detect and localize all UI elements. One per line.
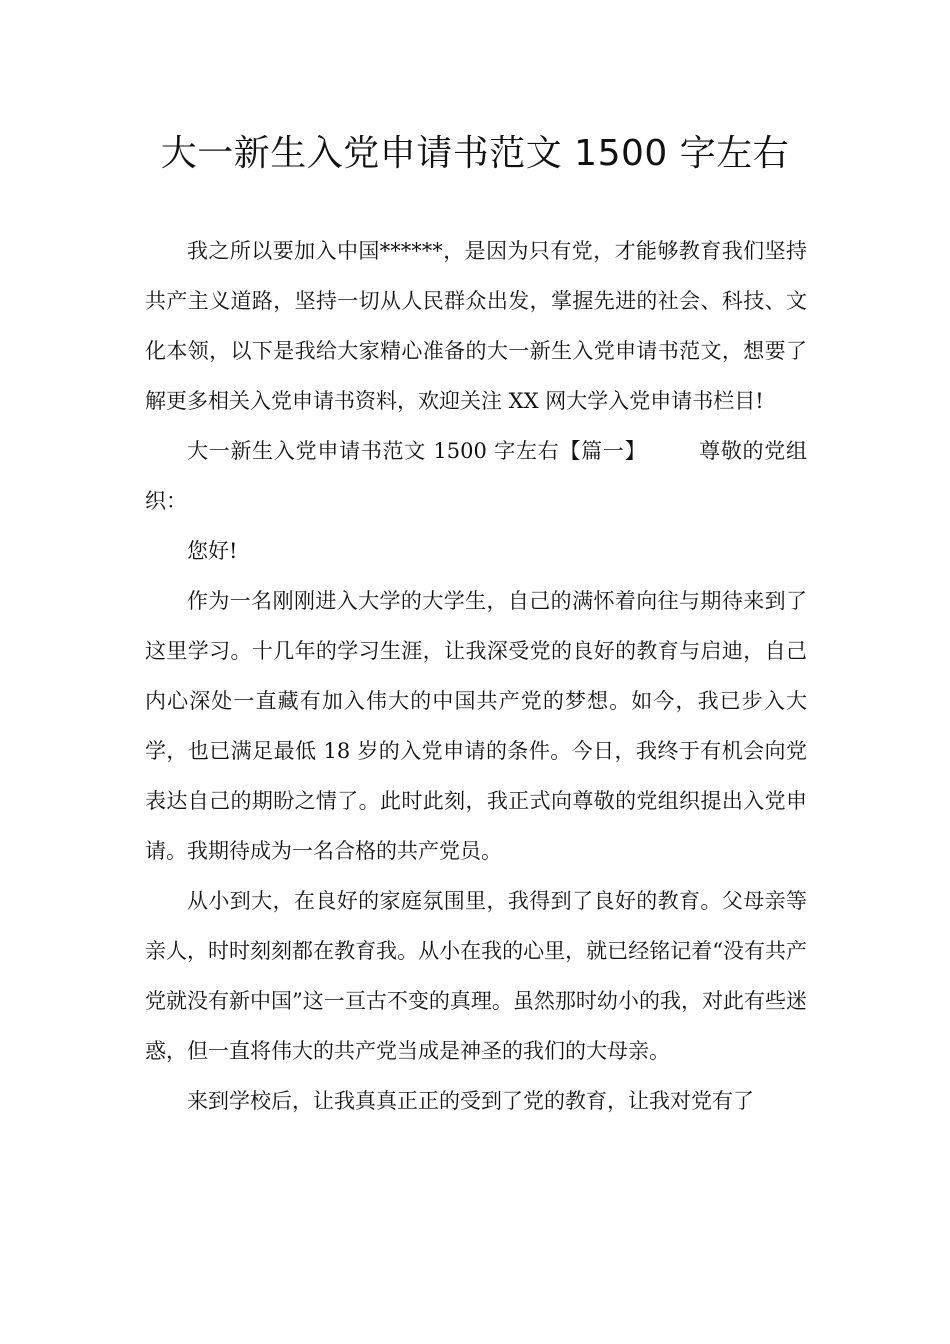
greeting: 您好!	[187, 539, 238, 563]
document-title: 大一新生入党申请书范文 1500 字左右	[160, 133, 790, 174]
salutation: 尊敬的党组织：	[145, 439, 807, 513]
section-heading: 大一新生入党申请书范文 1500 字左右【篇一】	[187, 439, 647, 463]
body-paragraph: 来到学校后，让我真真正正的受到了党的教育，让我对党有了	[187, 1089, 754, 1113]
document-body	[145, 226, 807, 1126]
body-paragraph: 作为一名刚刚进入大学的大学生，自己的满怀着向往与期待来到了这里学习。十几年的学习生涯，让我深受党的良好的教育与启迪，自己内心深处一直藏有加入伟大的中国共产党的梦想。如今，我已步入大学，也已满足最低 18 岁的入党申请的条件。今日，我终于有机会向党表达自己的期盼之情了。此时此刻，我正式向尊敬的党组织提出入党申请。我期待成为一名合格的共产党员。	[145, 589, 807, 863]
intro-paragraph: 我之所以要加入中国******，是因为只有党，才能够教育我们坚持共产主义道路，坚持一切从人民群众出发，掌握先进的社会、科技、文化本领，以下是我给大家精心准备的大一新生入党申请书范文，想要了解更多相关入党申请书资料，欢迎关注 XX 网大学入党申请书栏目!	[145, 239, 807, 413]
section-heading-line	[145, 426, 807, 526]
body-paragraph: 从小到大，在良好的家庭氛围里，我得到了良好的教育。父母亲等亲人，时时刻刻都在教育我。从小在我的心里，就已经铭记着“没有共产党就没有新中国”这一亘古不变的真理。虽然那时幼小的我，对此有些迷惑，但一直将伟大的共产党当成是神圣的我们的大母亲。	[145, 889, 807, 1063]
